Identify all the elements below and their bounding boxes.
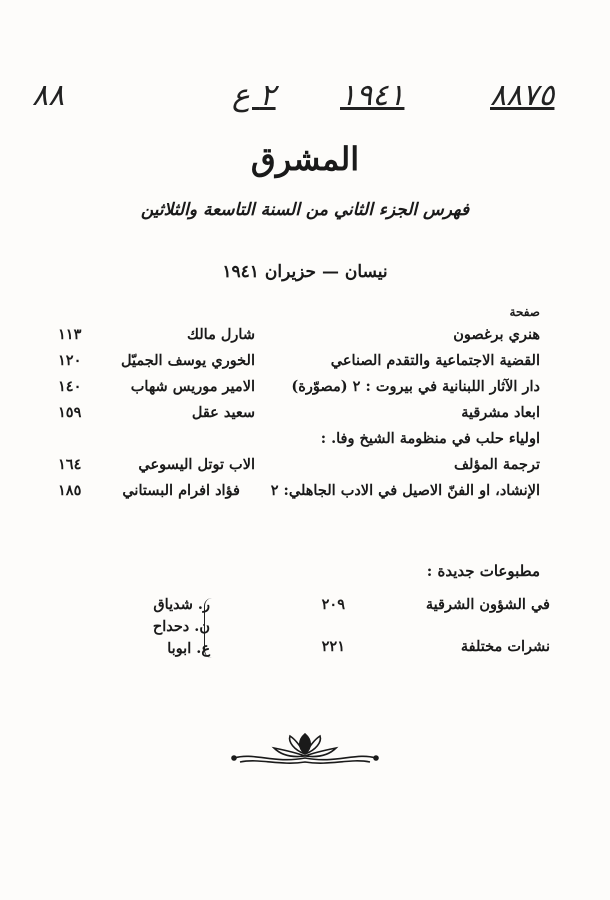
toc-page: ١٦٤: [58, 456, 82, 473]
toc-author: الامير موريس شهاب: [130, 378, 255, 395]
toc-page: ١٤٠: [58, 378, 82, 395]
toc-title: ابعاد مشرقية: [461, 404, 540, 421]
toc-title: دار الآثار اللبنانية في بيروت : ٢ (مصوّرة): [291, 378, 540, 395]
page-column-label: صفحة: [509, 305, 540, 319]
toc-row: [50, 430, 540, 456]
toc-title: هنري برغصون: [453, 326, 540, 343]
reviewer-name: ع. ابوبا: [167, 640, 210, 657]
toc-title: القضية الاجتماعية والتقدم الصناعي: [330, 352, 540, 369]
toc-title: اولياء حلب في منظومة الشيخ وفا. :: [320, 430, 540, 447]
lotus-ornament-icon: [230, 728, 380, 768]
toc-row: [50, 352, 540, 378]
reviewer-list: [110, 596, 210, 662]
handwritten-note-1: ٨٨: [32, 78, 65, 113]
issue-dates: نيسان — حزيران ١٩٤١: [222, 262, 388, 282]
toc-author: الخوري يوسف الجميّل: [121, 352, 255, 369]
publication-title: في الشؤون الشرقية: [425, 596, 550, 613]
toc-page: ١١٣: [58, 326, 82, 343]
toc-row: [50, 326, 540, 352]
toc-row: [50, 378, 540, 404]
reviewer-name: ر. شدياق: [153, 596, 210, 613]
handwritten-note-3: ١٩٤١: [340, 78, 405, 113]
publication-page: ٢٠٩: [321, 596, 345, 613]
toc-author: الاب توتل اليسوعي: [138, 456, 255, 473]
publication-title: نشرات مختلفة: [460, 638, 550, 655]
reviewer-name: ن. دحداح: [152, 618, 210, 635]
toc-page: ١٢٠: [58, 352, 82, 369]
toc-page: ١٨٥: [58, 482, 82, 499]
publication-page: ٢٢١: [321, 638, 345, 655]
journal-title: المشرق: [250, 140, 360, 178]
toc-author: شارل مالك: [187, 326, 255, 343]
toc-author: فؤاد افرام البستاني: [122, 482, 240, 499]
handwritten-note-2: ٢ ع: [232, 78, 276, 113]
toc-page: ١٥٩: [58, 404, 82, 421]
table-of-contents: [50, 326, 540, 508]
toc-row: [50, 482, 540, 508]
new-publications-heading: مطبوعات جديدة :: [426, 562, 540, 580]
toc-title: الإنشاد، او الفنّ الاصيل في الادب الجاهلي: ٢: [270, 482, 540, 499]
index-subtitle: فهرس الجزء الثاني من السنة التاسعة والثلاثين: [140, 200, 470, 220]
toc-row: [50, 456, 540, 482]
toc-author: سعيد عقل: [191, 404, 255, 421]
toc-row: [50, 404, 540, 430]
toc-title: ترجمة المؤلف: [454, 456, 540, 473]
handwritten-note-4: ٨٨٧٥: [490, 78, 555, 113]
